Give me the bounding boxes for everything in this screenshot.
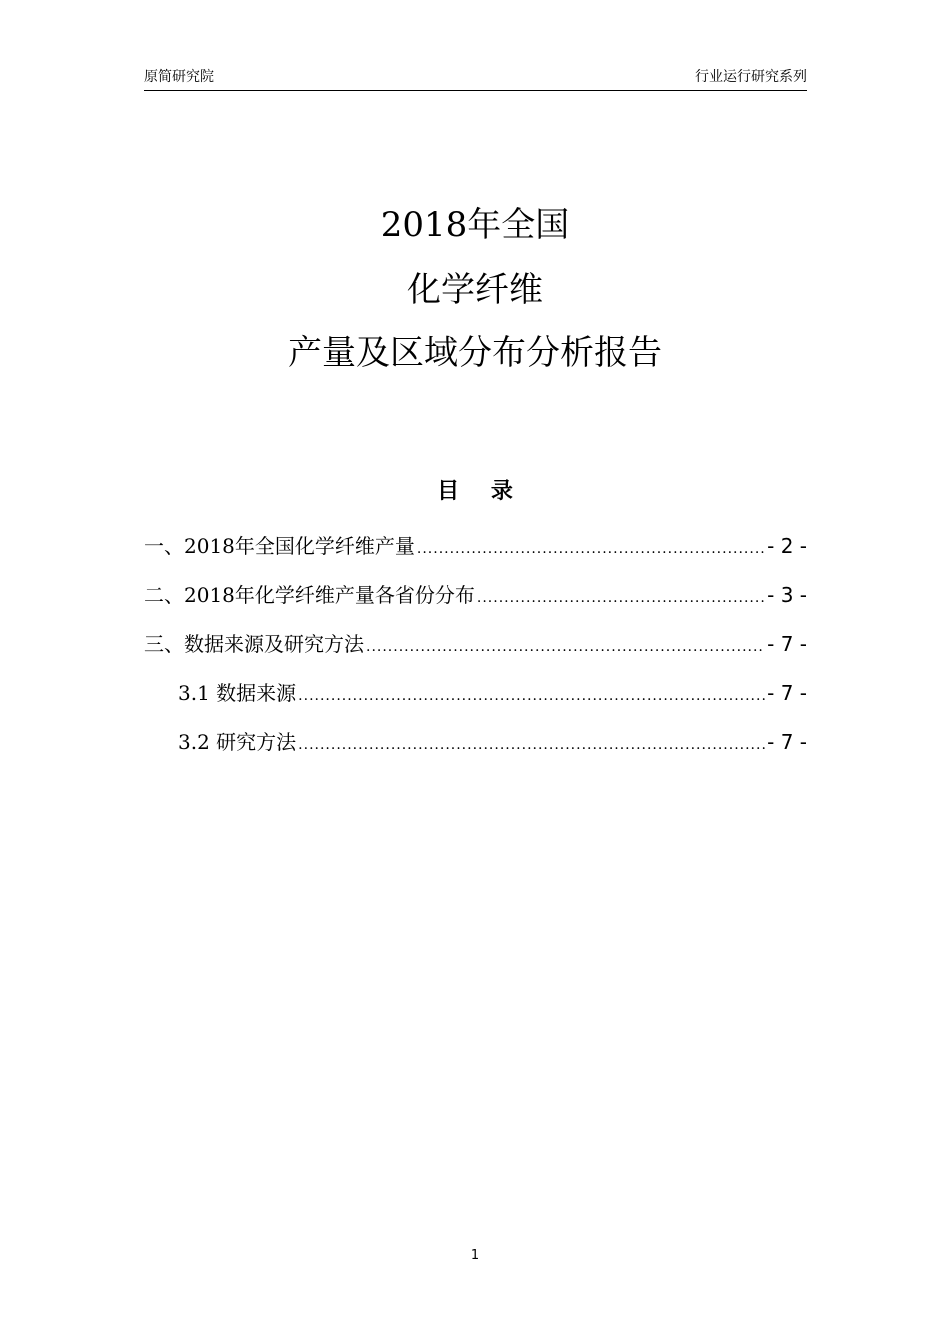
report-title-line-1: 2018年全国 (380, 205, 570, 245)
report-title-line-2: 化学纤维 (407, 270, 543, 310)
toc-dot-leader (298, 728, 765, 762)
report-title-line-3: 产量及区域分布分析报告 (288, 333, 662, 373)
toc-entry-2[interactable] (144, 578, 807, 627)
toc-entry-3-2[interactable] (144, 725, 807, 774)
toc-entry-label: 二、2018年化学纤维产量各省份分布 (144, 583, 475, 607)
toc-dot-leader (417, 532, 765, 566)
toc-dot-leader (366, 630, 765, 664)
toc-entry-3[interactable] (144, 627, 807, 676)
toc-entry-3-1[interactable] (144, 676, 807, 725)
page-header (144, 68, 807, 91)
table-of-contents (144, 529, 807, 774)
toc-entry-page: - 3 - (767, 583, 807, 607)
toc-heading: 目 录 (437, 479, 525, 504)
toc-entry-page: - 7 - (767, 681, 807, 705)
toc-entry-page: - 7 - (767, 730, 807, 754)
toc-entry-page: - 7 - (767, 632, 807, 656)
header-series: 行业运行研究系列 (695, 69, 807, 85)
page-number: 1 (470, 1248, 480, 1263)
toc-entry-label: 一、2018年全国化学纤维产量 (144, 534, 415, 558)
toc-dot-leader (477, 581, 765, 615)
toc-dot-leader (298, 679, 765, 713)
toc-entry-label: 3.2 研究方法 (178, 730, 297, 754)
toc-entry-label: 三、数据来源及研究方法 (144, 632, 364, 656)
header-publisher: 原简研究院 (144, 69, 214, 85)
toc-entry-label: 3.1 数据来源 (178, 681, 297, 705)
toc-entry-page: - 2 - (767, 534, 807, 558)
toc-entry-1[interactable] (144, 529, 807, 578)
